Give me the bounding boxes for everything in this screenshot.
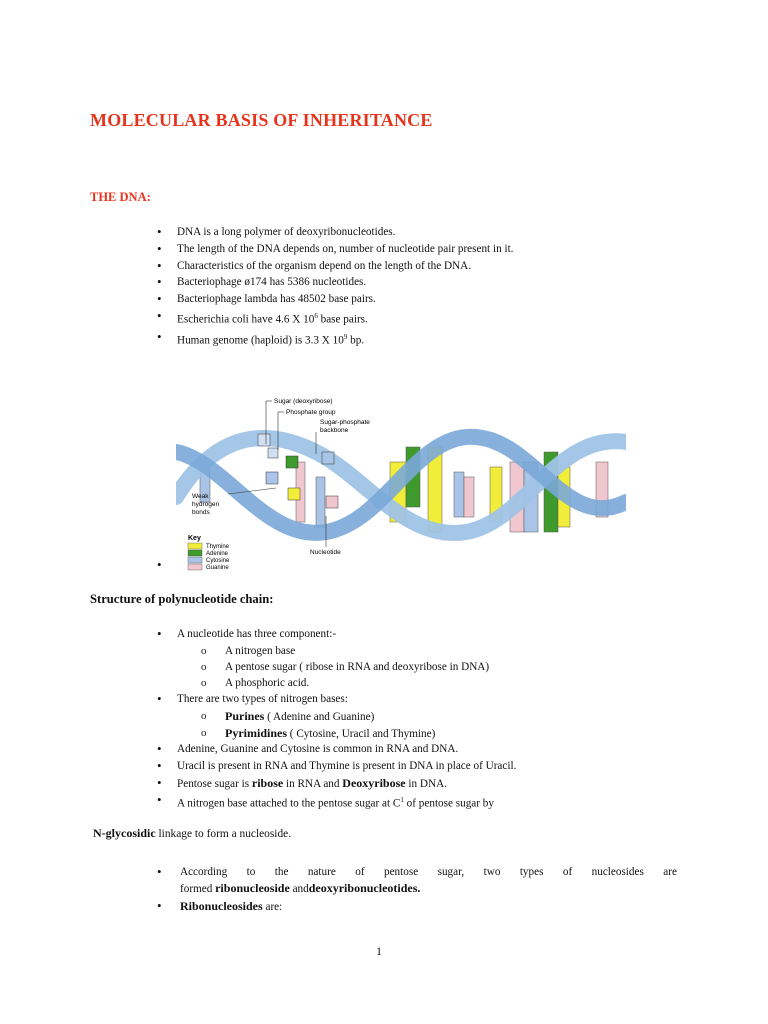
list-item: • Characteristics of the organism depend on the length of the DNA. <box>157 258 513 275</box>
dna-helix-figure <box>176 392 626 572</box>
list-item: • Escherichia coli have 4.6 X $10^6$ base pairs. <box>157 308 513 329</box>
structure-list-2 <box>157 691 348 708</box>
svg-text:Cytosine: Cytosine <box>206 558 230 564</box>
list-item: • Bacteriophage lambda has 48502 base pairs. <box>157 291 513 308</box>
list-item: • Human genome (haploid) is 3.3 X $10^9$ bp. <box>157 329 513 350</box>
list-item: • A nitrogen base attached to the pentose sugar at $C^1$ of pentose sugar by <box>157 792 516 813</box>
dna-facts-list <box>157 224 513 349</box>
list-item: o A phosphoric acid. <box>201 675 489 691</box>
list-item: • The length of the DNA depends on, number of nucleotide pair present in it. <box>157 241 513 258</box>
figure-key <box>188 535 230 571</box>
section-heading-dna: THE DNA: <box>90 190 151 204</box>
page-number: 1 <box>376 944 382 958</box>
list-item: • Adenine, Guanine and Cytosine is common in RNA and DNA. <box>157 741 516 758</box>
list-item: • Pentose sugar is ribose in RNA and Deoxyribose in DNA. <box>157 775 516 793</box>
svg-text:Thymine: Thymine <box>206 544 230 550</box>
list-item: o A nitrogen base <box>201 643 489 659</box>
list-item: • There are two types of nitrogen bases: <box>157 691 348 708</box>
list-item: • Uracil is present in RNA and Thymine is present in DNA in place of Uracil. <box>157 758 516 775</box>
figure-bullet: • <box>157 557 162 572</box>
list-item: • DNA is a long polymer of deoxyribonucleotides. <box>157 224 513 241</box>
label-nucleotide: Nucleotide <box>310 549 341 556</box>
label-sugar: Sugar (deoxyribose) <box>274 398 333 405</box>
label-bonds: bonds <box>192 509 210 516</box>
label-backbone-1: Sugar-phosphate <box>320 419 370 426</box>
list-item: o A pentose sugar ( ribose in RNA and deoxyribose in DNA) <box>201 659 489 675</box>
svg-text:Adenine: Adenine <box>206 551 229 557</box>
components-list <box>201 643 489 692</box>
justified-line: • According to the nature of pentose sugar, two types of nucleosides are <box>157 864 677 880</box>
svg-text:Guanine: Guanine <box>206 565 229 571</box>
list-item: o Purines ( Adenine and Guanine) <box>201 708 435 725</box>
section-heading-structure: Structure of polynucleotide chain: <box>90 592 274 606</box>
structure-list-3 <box>157 741 516 813</box>
label-backbone-2: backbone <box>320 427 349 434</box>
continued-line: formed ribonucleoside anddeoxyribonucleotides. <box>180 881 421 895</box>
svg-text:Key: Key <box>188 535 201 542</box>
list-item: • Bacteriophage ø174 has 5386 nucleotides. <box>157 274 513 291</box>
structure-list-1 <box>157 626 336 643</box>
bases-list <box>201 708 435 742</box>
list-item: • Ribonucleosides are: <box>157 898 677 915</box>
label-weak: Weak <box>192 493 209 500</box>
list-item: • A nucleotide has three component:- <box>157 626 336 643</box>
list-item: o Pyrimidines ( Cytosine, Uracil and Thymine) <box>201 725 435 742</box>
label-phosphate: Phosphate group <box>286 409 336 416</box>
glycosidic-paragraph: N-glycosidic linkage to form a nucleoside. <box>93 826 292 840</box>
nucleoside-types-block <box>157 864 677 915</box>
page-title: MOLECULAR BASIS OF INHERITANCE <box>90 110 433 130</box>
label-hydrogen: hydrogen <box>192 501 220 508</box>
